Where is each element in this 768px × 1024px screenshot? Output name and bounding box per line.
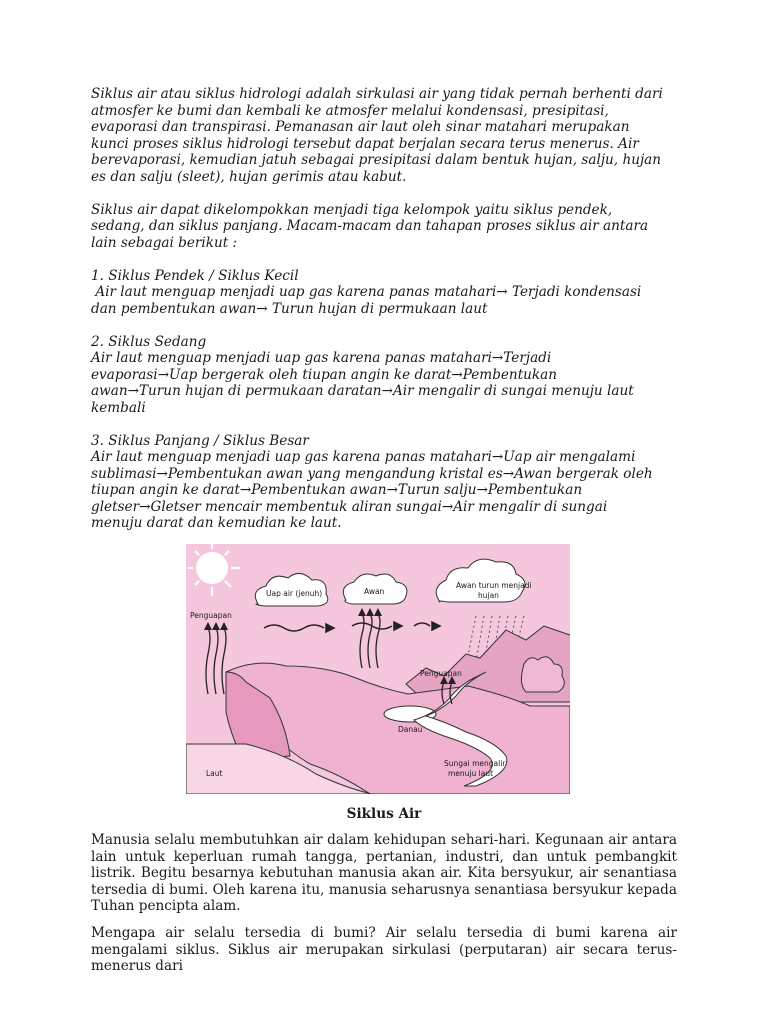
text-line: sedang, dan siklus panjang. Macam-macam dan tahapan proses siklus air antara — [91, 218, 649, 234]
text-line: kembali — [91, 399, 146, 416]
figure-caption: Siklus Air — [346, 806, 422, 822]
cycle-medium — [91, 334, 677, 417]
cycle-long — [91, 433, 677, 532]
cycle-title: 2. Siklus Sedang — [91, 333, 207, 350]
text-line: dan pembentukan awan→ Turun hujan di permukaan laut — [91, 300, 488, 317]
text-line: Air laut menguap menjadi uap gas karena panas matahari→Uap air mengalami — [91, 449, 636, 465]
text-line: Siklus air dapat dikelompokkan menjadi tiga kelompok yaitu siklus pendek, — [91, 201, 613, 218]
label-hujan: hujan — [478, 591, 499, 600]
label-penguapan-left: Penguapan — [190, 611, 232, 620]
cycle-title: 1. Siklus Pendek / Siklus Kecil — [91, 267, 299, 284]
cycle-title: 3. Siklus Panjang / Siklus Besar — [91, 432, 309, 449]
text-line: evaporasi→Uap bergerak oleh tiupan angin ke darat→Pembentukan — [91, 366, 558, 383]
text-line: menuju darat dan kemudian ke laut. — [91, 515, 342, 531]
text-line: lain sebagai berikut : — [91, 234, 238, 251]
water-cycle-figure — [186, 544, 570, 794]
text-line: awan→Turun hujan di permukaan daratan→Air mengalir di sungai menuju laut — [91, 383, 634, 399]
text-line: Air laut menguap menjadi uap gas karena panas matahari→ Terjadi kondensasi — [91, 284, 642, 300]
text-line: atmosfer ke bumi dan kembali ke atmosfer melalui kondensasi, presipitasi, — [91, 102, 609, 119]
label-awan: Awan — [364, 587, 385, 596]
text-line: kunci proses siklus hidrologi tersebut dapat berjalan secara terus menerus. Air — [91, 135, 639, 152]
cycle-short — [91, 268, 677, 318]
label-sungai: Sungai mengalir — [444, 759, 506, 768]
text-line: es dan salju (sleet), hujan gerimis atau kabut. — [91, 168, 407, 185]
document-body — [91, 86, 677, 532]
body-text — [91, 832, 677, 985]
water-cycle-illustration — [186, 544, 570, 794]
label-danau: Danau — [398, 725, 423, 734]
text-line: gletser→Gletser mencair membentuk aliran sungai→Air mengalir di sungai — [91, 498, 608, 515]
text-line: Air laut menguap menjadi uap gas karena panas matahari→Terjadi — [91, 350, 552, 366]
sun-icon — [188, 544, 240, 596]
wind-arrows — [264, 622, 440, 632]
text-line: tiupan angin ke darat→Pembentukan awan→Turun salju→Pembentukan — [91, 482, 583, 498]
label-penguapan-right: Penguapan — [420, 669, 462, 678]
text-line: evaporasi dan transpirasi. Pemanasan air laut oleh sinar matahari merupakan — [91, 119, 630, 135]
label-awan-turun: Awan turun menjadi — [456, 581, 532, 590]
body-paragraph-1: Manusia selalu membutuhkan air dalam kehidupan sehari-hari. Kegunaan air antara lain untuk keperluan rumah tangga, pertanian, industri, dan untuk pembangkit listrik. Begitu besarnya kebutuhan manusia akan air. Kita bersyukur, air senantiasa tersedia di bumi. Oleh karena itu, manusia seharusnya senantiasa bersyukur kepada Tuhan pencipta alam. — [91, 832, 677, 915]
text-line: berevaporasi, kemudian jatuh sebagai presipitasi dalam bentuk hujan, salju, hujan — [91, 152, 662, 168]
label-laut: Laut — [206, 769, 223, 778]
label-uap-air: Uap air (jenuh) — [266, 589, 323, 598]
text-line: Siklus air atau siklus hidrologi adalah sirkulasi air yang tidak pernah berhenti dari — [91, 86, 663, 102]
intro-paragraph-1 — [91, 86, 677, 185]
intro-paragraph-2 — [91, 202, 677, 252]
label-menuju-laut: menuju laut — [448, 769, 494, 778]
body-paragraph-2: Mengapa air selalu tersedia di bumi? Air selalu tersedia di bumi karena air mengalami siklus. Siklus air merupakan sirkulasi (perputaran) air secara terus-menerus dari — [91, 924, 677, 975]
text-line: sublimasi→Pembentukan awan yang mengandung kristal es→Awan bergerak oleh — [91, 465, 653, 482]
